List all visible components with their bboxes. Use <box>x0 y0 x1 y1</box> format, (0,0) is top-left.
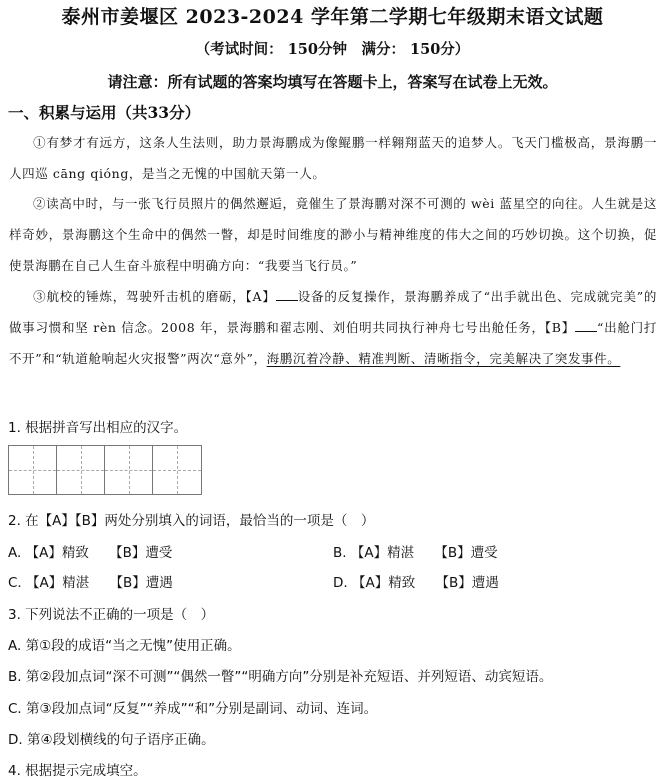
question-3-option-b: B. 第②段加点词“深不可测”“偶然一瞥”“明确方向”分别是补充短语、并列短语、动宾短语。 <box>8 669 553 685</box>
question-2-option-d: D. 【A】精致 【B】遭遇 <box>333 575 499 591</box>
passage-text: ②读高中时，与一张飞行员照片的偶然邂逅，竟催生了景海鹏对深不可测的 wèi 蓝星空的向往。人生就是这样奇妙，景海鹏这个生命中的偶然一瞥，却是时间维度的渺小与精神维度的伟大之间的巧妙切换。这个切换，促使景海鹏在自己人生奋斗旅程中明确方向：“我要当飞行员。” <box>9 196 657 273</box>
underlined-sentence: 海鹏沉着冷静、精准判断、清晰指令，完美解决了突发事件。 <box>266 351 621 366</box>
answer-grid-cell[interactable] <box>105 446 153 494</box>
passage-paragraph-3 <box>9 281 657 374</box>
answer-blank-a <box>276 288 298 301</box>
answer-blank-b <box>575 319 597 332</box>
exam-subtitle: （考试时间： 150分钟 满分： 150分） <box>195 41 470 58</box>
question-2-option-a: A. 【A】精致 【B】遭受 <box>8 545 173 561</box>
passage-paragraph-2 <box>9 188 657 281</box>
question-2-option-b: B. 【A】精湛 【B】遭受 <box>333 545 498 561</box>
passage-paragraph-1 <box>9 127 657 189</box>
question-3-option-c: C. 第③段加点词“反复”“养成”“和”分别是副词、动词、连词。 <box>8 701 378 717</box>
answer-grid <box>8 445 202 495</box>
question-2-option-c: C. 【A】精湛 【B】遭遇 <box>8 575 173 591</box>
question-3: 3. 下列说法不正确的一项是（ ） <box>8 607 215 623</box>
question-2: 2. 在【A】【B】两处分别填入的词语，最恰当的一项是（ ） <box>8 513 375 529</box>
question-3-option-d: D. 第④段划横线的句子语序正确。 <box>8 732 215 748</box>
exam-notice: 请注意：所有试题的答案均填写在答题卡上，答案写在试卷上无效。 <box>107 73 558 91</box>
question-4: 4. 根据提示完成填空。 <box>8 763 147 779</box>
answer-grid-cell[interactable] <box>9 446 57 494</box>
exam-title: 泰州市姜堰区 2023-2024 学年第二学期七年级期末语文试题 <box>61 6 604 28</box>
passage-text: “出舱门打不开”和“轨道舱响起火灾报警”两次“意外”， <box>9 320 657 366</box>
passage-text: ③航校的锤炼，驾驶歼击机的磨砺，【A】 <box>33 289 276 304</box>
answer-grid-cell[interactable] <box>57 446 105 494</box>
passage-text: 设备的反复操作，景海鹏养成了“出手就出色、完成就完美”的做事习惯和坚 rèn 信念。2008 年，景海鹏和翟志刚、刘伯明共同执行神舟七号出舱任务，【B】 <box>9 289 657 335</box>
passage-text: ①有梦才有远方，这条人生法则，助力景海鹏成为像鲲鹏一样翱翔蓝天的追梦人。飞天门槛极高，景海鹏一人四巡 cāng qióng，是当之无愧的中国航天第一人。 <box>9 135 657 181</box>
answer-grid-cell[interactable] <box>153 446 201 494</box>
section-heading: 一、积累与运用（共33分） <box>8 103 201 122</box>
question-3-option-a: A. 第①段的成语“当之无愧”使用正确。 <box>8 638 241 654</box>
question-1: 1. 根据拼音写出相应的汉字。 <box>8 420 188 436</box>
